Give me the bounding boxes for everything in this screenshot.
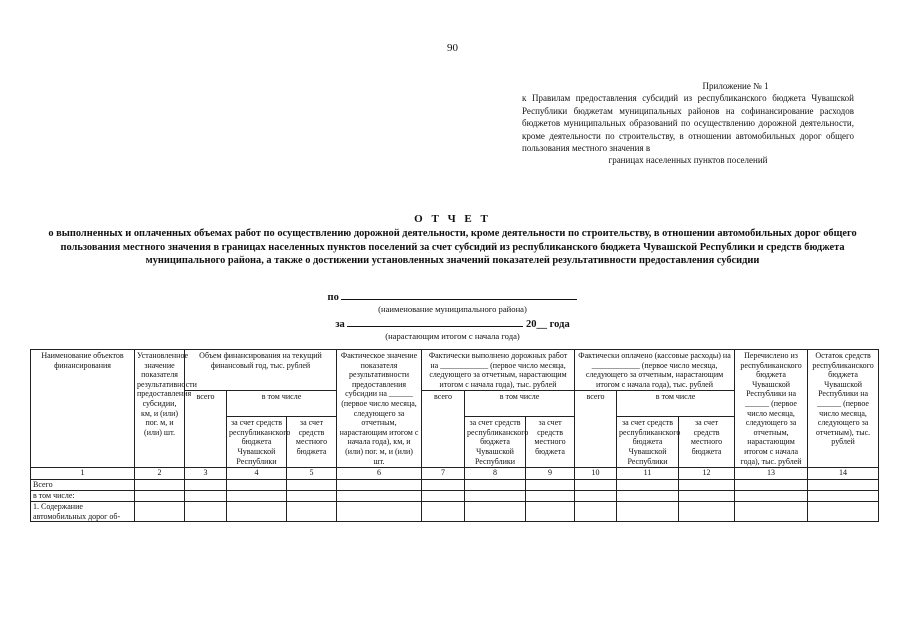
header-done-total: всего bbox=[422, 391, 465, 468]
header-paid-total: всего bbox=[575, 391, 617, 468]
col-number: 5 bbox=[287, 468, 337, 480]
district-hint: (наименование муниципального района) bbox=[378, 304, 527, 314]
appendix-last-line: границах населенных пунктов поселений bbox=[608, 155, 768, 166]
page-number: 90 bbox=[447, 42, 458, 54]
header-established: Установленное значение показателя результативности предоставления субсидии, км, и (или) пог. м, и (или) шт. bbox=[135, 350, 185, 468]
col-number: 14 bbox=[808, 468, 879, 480]
district-blank bbox=[341, 289, 577, 300]
report-title: О Т Ч Е Т bbox=[414, 213, 491, 225]
report-table bbox=[30, 349, 879, 522]
za-label: за bbox=[335, 319, 345, 330]
header-paid: Фактически оплачено (кассовые расходы) на ____________ (первое число месяца, следующего за отчетным, нарастающим итогом с начала года), тыс. рублей bbox=[575, 350, 735, 391]
header-volume-including: в том числе bbox=[227, 391, 337, 417]
header-done-local: за счет средств местного бюджета bbox=[526, 417, 575, 468]
col-number: 11 bbox=[617, 468, 679, 480]
col-number: 12 bbox=[679, 468, 735, 480]
header-transferred: Перечислено из республиканского бюджета Чувашской Республики на ______ (первое число месяца, следующего за отчетным, нарастающим итогом с начала года), тыс. рублей bbox=[735, 350, 808, 468]
col-number: 7 bbox=[422, 468, 465, 480]
header-paid-rep: за счет средств республиканского бюджета Чувашской Республики bbox=[617, 417, 679, 468]
appendix-body: к Правилам предоставления субсидий из республиканского бюджета Чувашской Республики бюджетам муниципальных районов на софинансирование расходов бюджетов муниципальных образований по осуществлению дорожной деятельности, кроме деятельности по строительству, в отношении автомобильных дорог общего пользования местного значения в bbox=[522, 93, 854, 154]
table-row bbox=[31, 480, 879, 491]
district-line bbox=[0, 289, 905, 303]
header-paid-including: в том числе bbox=[617, 391, 735, 417]
header-done-including: в том числе bbox=[465, 391, 575, 417]
row-label: Всего bbox=[31, 480, 135, 491]
header-volume-rep: за счет средств республиканского бюджета Чувашской Республики bbox=[227, 417, 287, 468]
col-number: 4 bbox=[227, 468, 287, 480]
header-volume: Объем финансирования на текущий финансовый год, тыс. рублей bbox=[185, 350, 337, 391]
row-label: 1. Содержание автомобильных дорог об- bbox=[31, 502, 135, 522]
period-blank bbox=[347, 316, 523, 327]
col-number: 3 bbox=[185, 468, 227, 480]
col-number: 10 bbox=[575, 468, 617, 480]
col-number: 9 bbox=[526, 468, 575, 480]
col-number: 13 bbox=[735, 468, 808, 480]
header-row-1 bbox=[31, 350, 879, 391]
period-line bbox=[0, 316, 905, 330]
col-number: 6 bbox=[337, 468, 422, 480]
header-volume-local: за счет средств местного бюджета bbox=[287, 417, 337, 468]
header-paid-local: за счет средств местного бюджета bbox=[679, 417, 735, 468]
table-row bbox=[31, 491, 879, 502]
header-done-rep: за счет средств республиканского бюджета Чувашской Республики bbox=[465, 417, 526, 468]
header-done: Фактически выполнено дорожных работ на ____________ (первое число месяца, следующего за отчетным, нарастающим итогом с начала года), тыс. рублей bbox=[422, 350, 575, 391]
row-label: в том числе: bbox=[31, 491, 135, 502]
col-number: 8 bbox=[465, 468, 526, 480]
report-heading: о выполненных и оплаченных объемах работ по осуществлению дорожной деятельности, кроме деятельности по строительству, в отношении автомобильных дорог общего пользования местного значения в границах населенных пунктов поселений за счет субсидий из республиканского бюджета Чувашской Республики и средств бюджета муниципального района, а также о достижении установленных значений показателей результативности предоставления субсидии bbox=[48, 228, 857, 267]
col-number: 2 bbox=[135, 468, 185, 480]
header-actual-indicator: Фактическое значение показателя результативности предоставления субсидии на ______ (первое число месяца, следующего за отчетным, нарастающим итогом с начала года), км, и (или) пог. м, и (или) шт. bbox=[337, 350, 422, 468]
column-number-row bbox=[31, 468, 879, 480]
table-row bbox=[31, 502, 879, 522]
header-name: Наименование объектов финансирования bbox=[31, 350, 135, 468]
header-balance: Остаток средств республиканского бюджета Чувашской Республики на ______ (первое число месяца, следующего за отчетным), тыс. рублей bbox=[808, 350, 879, 468]
year-label: 20__ года bbox=[526, 319, 570, 330]
header-volume-total: всего bbox=[185, 391, 227, 468]
period-hint: (нарастающим итогом с начала года) bbox=[385, 331, 520, 341]
appendix-title: Приложение № 1 bbox=[702, 81, 769, 91]
col-number: 1 bbox=[31, 468, 135, 480]
appendix-note bbox=[522, 80, 854, 167]
po-label: по bbox=[327, 292, 339, 303]
